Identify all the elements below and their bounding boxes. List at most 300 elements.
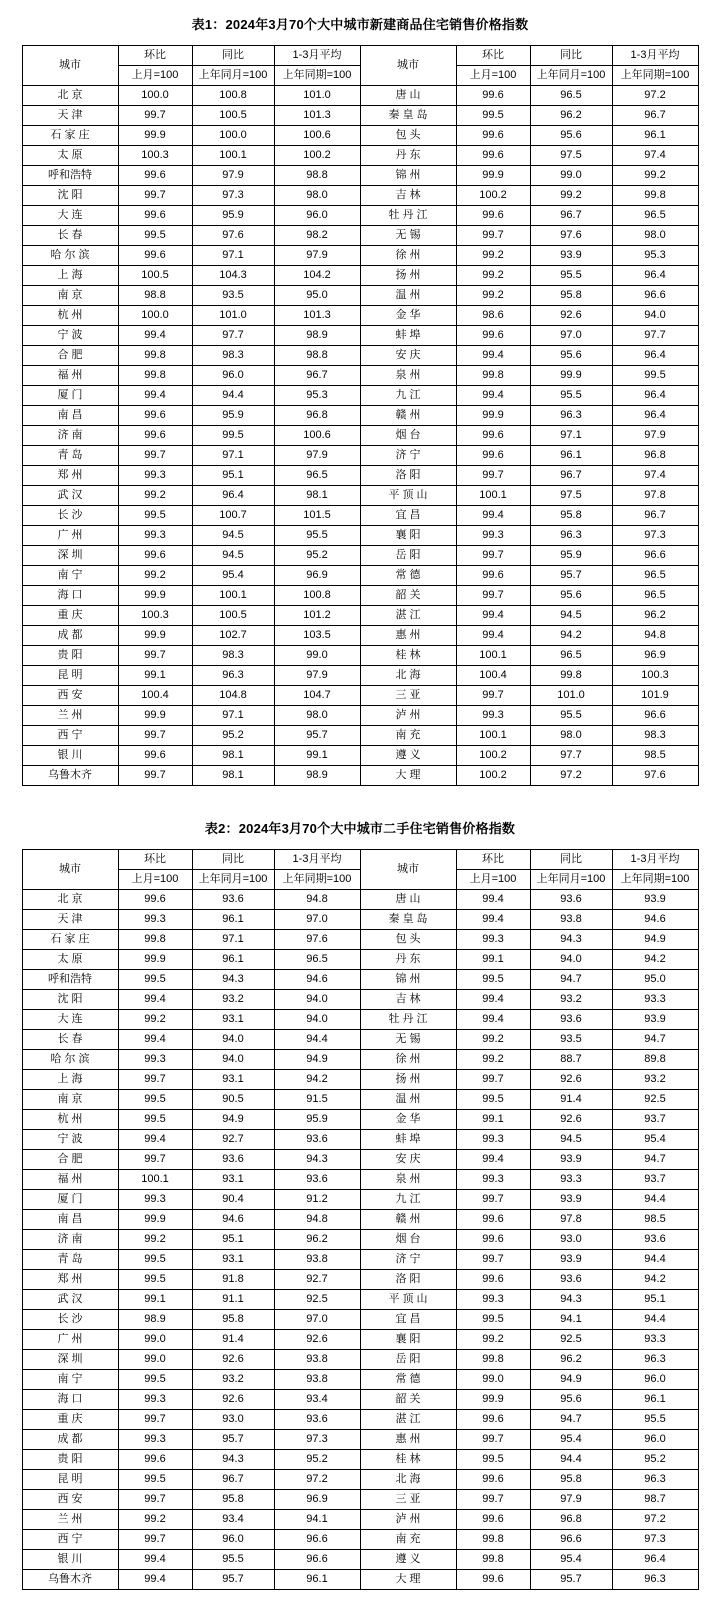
header-group-yoy-right: 同比: [530, 850, 612, 870]
value-left-0: 99.7: [118, 1070, 192, 1090]
value-left-2: 100.6: [274, 426, 360, 446]
table-row: [22, 446, 698, 466]
table-row: [22, 1570, 698, 1590]
city-name-right: 遵 义: [360, 746, 456, 766]
value-right-2: 98.5: [612, 746, 698, 766]
value-left-1: 93.5: [192, 286, 274, 306]
value-right-1: 97.5: [530, 486, 612, 506]
value-right-1: 94.3: [530, 1290, 612, 1310]
value-right-2: 94.7: [612, 1030, 698, 1050]
city-name-left: 西 安: [22, 686, 118, 706]
value-left-1: 96.1: [192, 910, 274, 930]
value-left-2: 95.5: [274, 526, 360, 546]
value-right-1: 96.2: [530, 1350, 612, 1370]
value-right-2: 93.3: [612, 990, 698, 1010]
city-name-left: 宁 波: [22, 1130, 118, 1150]
city-name-right: 蚌 埠: [360, 326, 456, 346]
value-left-0: 100.4: [118, 686, 192, 706]
value-right-0: 99.9: [456, 406, 530, 426]
value-left-0: 99.2: [118, 486, 192, 506]
value-left-0: 99.7: [118, 1530, 192, 1550]
value-left-0: 99.6: [118, 546, 192, 566]
value-left-0: 99.6: [118, 206, 192, 226]
value-right-2: 93.3: [612, 1330, 698, 1350]
value-left-1: 94.0: [192, 1050, 274, 1070]
value-left-0: 99.2: [118, 1510, 192, 1530]
value-right-2: 94.4: [612, 1310, 698, 1330]
value-left-2: 96.5: [274, 466, 360, 486]
value-left-0: 99.9: [118, 706, 192, 726]
city-name-right: 温 州: [360, 1090, 456, 1110]
value-right-2: 97.3: [612, 1530, 698, 1550]
header-sub-yoy-left: 上年同月=100: [192, 66, 274, 86]
city-name-left: 太 原: [22, 950, 118, 970]
value-left-0: 99.5: [118, 1470, 192, 1490]
value-left-0: 99.7: [118, 106, 192, 126]
city-name-left: 昆 明: [22, 666, 118, 686]
value-right-2: 97.7: [612, 326, 698, 346]
value-right-0: 100.2: [456, 766, 530, 786]
header-sub-avg-left: 上年同期=100: [274, 870, 360, 890]
value-left-2: 94.6: [274, 970, 360, 990]
value-right-0: 99.2: [456, 266, 530, 286]
value-left-2: 94.8: [274, 890, 360, 910]
value-right-0: 99.6: [456, 1510, 530, 1530]
value-right-1: 97.0: [530, 326, 612, 346]
city-name-right: 三 亚: [360, 686, 456, 706]
value-right-2: 93.7: [612, 1170, 698, 1190]
value-left-1: 100.0: [192, 126, 274, 146]
value-right-2: 95.1: [612, 1290, 698, 1310]
value-left-2: 98.0: [274, 706, 360, 726]
city-name-left: 乌鲁木齐: [22, 1570, 118, 1590]
value-right-1: 94.5: [530, 606, 612, 626]
value-right-0: 99.5: [456, 1310, 530, 1330]
value-right-0: 99.6: [456, 1410, 530, 1430]
header-group-yoy-left: 同比: [192, 850, 274, 870]
value-left-0: 99.4: [118, 1550, 192, 1570]
value-right-0: 99.7: [456, 1070, 530, 1090]
value-right-0: 100.2: [456, 186, 530, 206]
city-name-right: 大 理: [360, 766, 456, 786]
city-name-right: 平 顶 山: [360, 1290, 456, 1310]
value-left-0: 100.0: [118, 86, 192, 106]
value-left-0: 99.9: [118, 126, 192, 146]
value-right-0: 99.7: [456, 586, 530, 606]
value-right-2: 99.8: [612, 186, 698, 206]
city-name-left: 大 连: [22, 206, 118, 226]
value-right-1: 94.3: [530, 930, 612, 950]
value-left-2: 93.8: [274, 1250, 360, 1270]
value-right-1: 95.6: [530, 346, 612, 366]
value-left-0: 99.0: [118, 1350, 192, 1370]
value-left-1: 92.6: [192, 1350, 274, 1370]
value-right-1: 96.3: [530, 526, 612, 546]
city-name-right: 岳 阳: [360, 546, 456, 566]
table-block-1: [0, 0, 720, 786]
value-right-0: 99.4: [456, 346, 530, 366]
value-right-1: 93.6: [530, 1270, 612, 1290]
value-right-1: 92.5: [530, 1330, 612, 1350]
value-left-0: 99.5: [118, 970, 192, 990]
value-left-1: 98.1: [192, 746, 274, 766]
city-name-right: 平 顶 山: [360, 486, 456, 506]
value-right-1: 93.2: [530, 990, 612, 1010]
value-left-0: 99.8: [118, 346, 192, 366]
city-name-left: 深 圳: [22, 546, 118, 566]
value-right-2: 98.7: [612, 1490, 698, 1510]
value-right-0: 99.3: [456, 1290, 530, 1310]
value-left-0: 99.3: [118, 466, 192, 486]
value-left-0: 99.8: [118, 366, 192, 386]
city-name-left: 北 京: [22, 890, 118, 910]
table-row: [22, 726, 698, 746]
value-left-1: 93.2: [192, 990, 274, 1010]
value-left-1: 99.5: [192, 426, 274, 446]
value-right-1: 94.7: [530, 970, 612, 990]
value-left-1: 94.5: [192, 546, 274, 566]
city-name-left: 武 汉: [22, 486, 118, 506]
value-left-2: 96.1: [274, 1570, 360, 1590]
city-name-left: 宁 波: [22, 326, 118, 346]
value-left-1: 96.1: [192, 950, 274, 970]
value-left-1: 93.4: [192, 1510, 274, 1530]
table-row: [22, 1030, 698, 1050]
value-left-2: 96.8: [274, 406, 360, 426]
value-left-1: 94.4: [192, 386, 274, 406]
value-left-1: 104.8: [192, 686, 274, 706]
city-name-right: 北 海: [360, 1470, 456, 1490]
value-right-1: 95.8: [530, 506, 612, 526]
city-name-right: 烟 台: [360, 426, 456, 446]
table-row: [22, 506, 698, 526]
header-group-yoy-left: 同比: [192, 46, 274, 66]
value-right-2: 97.4: [612, 146, 698, 166]
value-right-2: 99.2: [612, 166, 698, 186]
value-right-0: 99.2: [456, 246, 530, 266]
value-right-2: 96.5: [612, 206, 698, 226]
value-right-2: 96.6: [612, 706, 698, 726]
value-right-1: 98.0: [530, 726, 612, 746]
value-right-0: 99.4: [456, 386, 530, 406]
city-name-right: 包 头: [360, 930, 456, 950]
city-name-right: 宜 昌: [360, 1310, 456, 1330]
value-left-0: 99.5: [118, 1090, 192, 1110]
city-name-left: 杭 州: [22, 306, 118, 326]
city-name-left: 石 家 庄: [22, 930, 118, 950]
header-sub-mom-right: 上月=100: [456, 66, 530, 86]
city-name-left: 南 昌: [22, 406, 118, 426]
header-sub-yoy-right: 上年同月=100: [530, 870, 612, 890]
city-name-right: 蚌 埠: [360, 1130, 456, 1150]
value-left-0: 99.6: [118, 426, 192, 446]
value-right-1: 95.6: [530, 586, 612, 606]
value-right-0: 99.7: [456, 1250, 530, 1270]
table-row: [22, 706, 698, 726]
table-header-1: [22, 46, 698, 86]
table-row: [22, 1490, 698, 1510]
city-name-right: 秦 皇 岛: [360, 910, 456, 930]
value-left-1: 93.1: [192, 1010, 274, 1030]
value-right-1: 95.5: [530, 266, 612, 286]
value-left-1: 102.7: [192, 626, 274, 646]
value-right-2: 97.2: [612, 86, 698, 106]
value-right-0: 99.7: [456, 466, 530, 486]
city-name-left: 长 春: [22, 1030, 118, 1050]
city-name-right: 襄 阳: [360, 526, 456, 546]
value-right-2: 95.0: [612, 970, 698, 990]
value-left-1: 91.4: [192, 1330, 274, 1350]
city-name-right: 丹 东: [360, 950, 456, 970]
value-left-2: 96.0: [274, 206, 360, 226]
value-left-1: 97.1: [192, 446, 274, 466]
value-left-0: 99.6: [118, 890, 192, 910]
value-right-2: 95.4: [612, 1130, 698, 1150]
value-left-2: 95.2: [274, 546, 360, 566]
value-right-0: 99.4: [456, 1150, 530, 1170]
value-right-1: 96.5: [530, 86, 612, 106]
value-left-1: 97.9: [192, 166, 274, 186]
value-right-1: 95.7: [530, 566, 612, 586]
value-left-2: 94.4: [274, 1030, 360, 1050]
value-left-2: 96.5: [274, 950, 360, 970]
city-name-right: 赣 州: [360, 1210, 456, 1230]
value-left-2: 93.4: [274, 1390, 360, 1410]
city-name-right: 锦 州: [360, 166, 456, 186]
city-name-right: 秦 皇 岛: [360, 106, 456, 126]
value-left-2: 98.1: [274, 486, 360, 506]
value-right-0: 99.3: [456, 706, 530, 726]
value-right-2: 94.2: [612, 1270, 698, 1290]
table-row: [22, 546, 698, 566]
table-row: [22, 606, 698, 626]
value-left-1: 98.3: [192, 346, 274, 366]
value-left-1: 93.2: [192, 1370, 274, 1390]
value-left-1: 90.4: [192, 1190, 274, 1210]
city-name-right: 安 庆: [360, 346, 456, 366]
value-right-2: 95.5: [612, 1410, 698, 1430]
table-row: [22, 466, 698, 486]
city-name-left: 沈 阳: [22, 186, 118, 206]
city-name-right: 吉 林: [360, 186, 456, 206]
value-left-0: 99.5: [118, 506, 192, 526]
value-left-1: 93.0: [192, 1410, 274, 1430]
value-right-2: 98.5: [612, 1210, 698, 1230]
value-left-1: 91.1: [192, 1290, 274, 1310]
value-right-2: 97.3: [612, 526, 698, 546]
value-right-0: 99.5: [456, 1090, 530, 1110]
value-left-0: 99.5: [118, 226, 192, 246]
value-left-2: 98.9: [274, 326, 360, 346]
value-left-2: 97.9: [274, 246, 360, 266]
value-left-0: 99.4: [118, 990, 192, 1010]
value-left-2: 101.0: [274, 86, 360, 106]
value-right-2: 94.2: [612, 950, 698, 970]
value-left-1: 101.0: [192, 306, 274, 326]
value-right-1: 93.9: [530, 1150, 612, 1170]
value-right-0: 99.6: [456, 146, 530, 166]
city-name-left: 大 连: [22, 1010, 118, 1030]
value-right-0: 99.6: [456, 126, 530, 146]
value-right-0: 99.6: [456, 566, 530, 586]
table-row: [22, 1450, 698, 1470]
value-right-2: 94.4: [612, 1190, 698, 1210]
city-name-left: 南 宁: [22, 1370, 118, 1390]
value-left-2: 97.3: [274, 1430, 360, 1450]
value-left-2: 91.5: [274, 1090, 360, 1110]
value-right-1: 96.8: [530, 1510, 612, 1530]
value-right-0: 99.1: [456, 950, 530, 970]
value-right-0: 100.4: [456, 666, 530, 686]
table-row: [22, 526, 698, 546]
value-right-0: 99.7: [456, 686, 530, 706]
table-row: [22, 746, 698, 766]
header-group-mom-left: 环比: [118, 46, 192, 66]
value-right-2: 98.3: [612, 726, 698, 746]
value-right-0: 99.8: [456, 1550, 530, 1570]
city-name-right: 牡 丹 江: [360, 206, 456, 226]
table-row: [22, 106, 698, 126]
value-right-1: 94.1: [530, 1310, 612, 1330]
value-right-2: 94.9: [612, 930, 698, 950]
header-row-groups: [22, 46, 698, 66]
value-right-2: 96.4: [612, 386, 698, 406]
value-right-2: 96.0: [612, 1370, 698, 1390]
city-name-right: 赣 州: [360, 406, 456, 426]
value-left-1: 94.3: [192, 970, 274, 990]
city-name-right: 桂 林: [360, 646, 456, 666]
table-row: [22, 686, 698, 706]
city-name-right: 北 海: [360, 666, 456, 686]
city-name-right: 泉 州: [360, 366, 456, 386]
value-right-2: 97.4: [612, 466, 698, 486]
value-left-0: 99.6: [118, 1450, 192, 1470]
header-sub-mom-right: 上月=100: [456, 870, 530, 890]
value-left-0: 100.1: [118, 1170, 192, 1190]
value-right-2: 96.4: [612, 1550, 698, 1570]
value-left-0: 99.5: [118, 1250, 192, 1270]
value-right-1: 93.9: [530, 246, 612, 266]
city-name-right: 泸 州: [360, 706, 456, 726]
value-left-0: 99.7: [118, 446, 192, 466]
city-name-left: 呼和浩特: [22, 970, 118, 990]
value-right-0: 99.4: [456, 990, 530, 1010]
city-name-right: 金 华: [360, 1110, 456, 1130]
city-name-right: 丹 东: [360, 146, 456, 166]
value-right-0: 99.2: [456, 1050, 530, 1070]
table-row: [22, 306, 698, 326]
value-right-0: 99.6: [456, 326, 530, 346]
value-left-2: 100.6: [274, 126, 360, 146]
header-group-mom-right: 环比: [456, 46, 530, 66]
value-left-0: 99.4: [118, 1570, 192, 1590]
city-name-right: 南 充: [360, 1530, 456, 1550]
header-city-right: 城市: [360, 850, 456, 890]
value-right-1: 94.2: [530, 626, 612, 646]
value-left-2: 95.0: [274, 286, 360, 306]
city-name-left: 长 沙: [22, 506, 118, 526]
value-right-2: 93.9: [612, 890, 698, 910]
city-name-left: 西 安: [22, 1490, 118, 1510]
value-right-1: 94.9: [530, 1370, 612, 1390]
city-name-left: 武 汉: [22, 1290, 118, 1310]
value-right-1: 95.6: [530, 1390, 612, 1410]
value-right-0: 99.5: [456, 106, 530, 126]
table-row: [22, 1290, 698, 1310]
value-left-2: 101.2: [274, 606, 360, 626]
value-right-1: 97.2: [530, 766, 612, 786]
header-group-avg-right: 1-3月平均: [612, 46, 698, 66]
table-row: [22, 766, 698, 786]
city-name-right: 扬 州: [360, 266, 456, 286]
table-spacer: [0, 786, 720, 804]
value-left-0: 100.3: [118, 606, 192, 626]
value-left-2: 104.2: [274, 266, 360, 286]
value-right-0: 99.6: [456, 86, 530, 106]
city-name-left: 广 州: [22, 526, 118, 546]
value-left-2: 97.0: [274, 910, 360, 930]
value-left-1: 95.5: [192, 1550, 274, 1570]
value-left-2: 92.6: [274, 1330, 360, 1350]
value-right-2: 96.3: [612, 1470, 698, 1490]
value-left-0: 99.7: [118, 1410, 192, 1430]
value-right-0: 99.6: [456, 1470, 530, 1490]
value-right-0: 99.9: [456, 1390, 530, 1410]
city-name-right: 常 德: [360, 566, 456, 586]
city-name-right: 大 理: [360, 1570, 456, 1590]
value-right-2: 96.4: [612, 266, 698, 286]
value-right-0: 99.9: [456, 166, 530, 186]
table-row: [22, 1350, 698, 1370]
table-row: [22, 1370, 698, 1390]
value-left-0: 99.7: [118, 766, 192, 786]
value-left-0: 99.5: [118, 1370, 192, 1390]
value-left-1: 97.1: [192, 930, 274, 950]
value-left-2: 97.6: [274, 930, 360, 950]
value-right-1: 97.6: [530, 226, 612, 246]
value-left-0: 99.6: [118, 166, 192, 186]
value-right-2: 93.7: [612, 1110, 698, 1130]
value-right-2: 93.9: [612, 1010, 698, 1030]
table-row: [22, 206, 698, 226]
table-body-1: [22, 86, 698, 786]
header-group-mom-left: 环比: [118, 850, 192, 870]
city-name-right: 惠 州: [360, 626, 456, 646]
city-name-left: 厦 门: [22, 386, 118, 406]
table-row: [22, 626, 698, 646]
table-row: [22, 1090, 698, 1110]
value-left-1: 98.3: [192, 646, 274, 666]
value-left-0: 99.3: [118, 1050, 192, 1070]
header-group-mom-right: 环比: [456, 850, 530, 870]
value-left-0: 99.7: [118, 186, 192, 206]
value-right-1: 93.5: [530, 1030, 612, 1050]
city-name-right: 湛 江: [360, 1410, 456, 1430]
value-left-1: 93.6: [192, 890, 274, 910]
value-right-2: 94.6: [612, 910, 698, 930]
table-block-2: [0, 804, 720, 1590]
value-left-0: 100.3: [118, 146, 192, 166]
value-right-0: 100.1: [456, 646, 530, 666]
city-name-right: 包 头: [360, 126, 456, 146]
value-right-2: 97.8: [612, 486, 698, 506]
table-row: [22, 1010, 698, 1030]
value-right-1: 91.4: [530, 1090, 612, 1110]
table-row: [22, 346, 698, 366]
value-right-2: 89.8: [612, 1050, 698, 1070]
value-right-1: 92.6: [530, 1070, 612, 1090]
city-name-left: 呼和浩特: [22, 166, 118, 186]
